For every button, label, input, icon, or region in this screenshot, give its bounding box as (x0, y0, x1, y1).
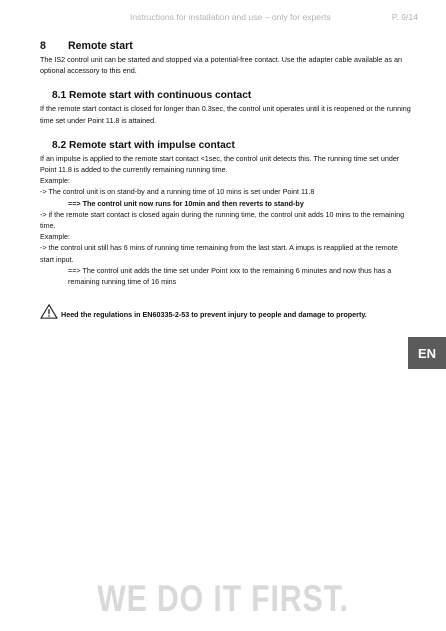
example-1-line-1: -> The control unit is on stand-by and a running time of 10 mins is set under Point 11.8 (40, 187, 315, 197)
document-title: Instructions for installation and use – only for experts (130, 12, 331, 22)
section-8-1-heading: 8.1 Remote start with continuous contact (52, 90, 252, 102)
warning-triangle-icon (40, 304, 58, 319)
example-1-label: Example: (40, 176, 70, 186)
example-1-result: ==> The control unit now runs for 10min and then reverts to stand-by (68, 198, 304, 208)
section-8-1-body: If the remote start contact is closed for longer than 0.3sec, the control unit operates until it is reopened or the running time set under Point 11.8 is attained. (40, 104, 411, 125)
section-8-2-intro: If an impulse is applied to the remote start contact <1sec, the control unit detects this. The running time set under Point 11.8 is added to the currently remaining running time. (40, 153, 400, 175)
slogan: WE DO IT FIRST. (97, 578, 349, 619)
language-tab: EN (408, 337, 446, 369)
page-number: P. 9/14 (391, 12, 418, 22)
example-2-line-1: -> the control unit still has 6 mins of running time remaining from the last start. A imups is reapplied at the remote start input. (40, 243, 398, 264)
warning-note (40, 304, 412, 319)
example-2-result: ==> The control unit adds the time set under Point xxx to the remaining 6 minutes and now thus has a remaining running time of 16 mins (68, 265, 392, 287)
page-header (0, 12, 446, 26)
main-content (40, 40, 412, 319)
section-number: 8 (40, 40, 46, 52)
example-1-line-2: -> if the remote start contact is closed again during the running time, the control unit adds 10 mins to the remaining time. (40, 209, 405, 231)
warning-text: Heed the regulations in EN60335-2-53 to prevent injury to people and damage to property. (61, 310, 367, 320)
section-8-heading (40, 40, 412, 52)
example-2-label: Example: (40, 232, 70, 242)
section-8-2-heading: 8.2 Remote start with impulse contact (52, 139, 235, 151)
section-title: Remote start (68, 40, 133, 52)
section-8-body: The IS2 control unit can be started and stopped via a potential-free contact. Use the adapter cable available as an optional accessory to this end. (40, 55, 403, 76)
